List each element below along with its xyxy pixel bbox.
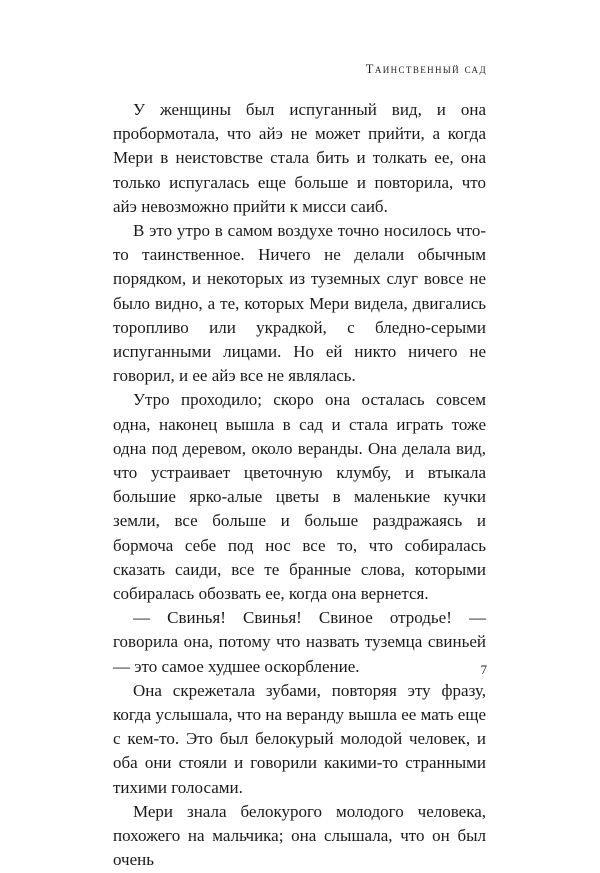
paragraph-dialogue: — Свинья! Свинья! Свиное отродье! — говорила она, потому что назвать туземца свиньей — это самое худшее оскорбление. <box>113 608 486 676</box>
paragraph: В это утро в самом воздухе точно носилось что-то таинственное. Ничего не делали обычным порядком, и некоторых из туземных слуг вовсе не было видно, а те, которых Мери видела, двигались торопливо или украдкой, с бледно-серыми испуганными лицами. Но ей никто ничего не говорил, и ее айэ все не являлась. <box>113 221 486 386</box>
page-number: 7 <box>480 662 487 677</box>
paragraph: Мери знала белокурого молодого человека, похожего на мальчика; она слышала, что он был очень <box>113 801 486 870</box>
running-header: Таинственный сад <box>365 62 487 76</box>
paragraph: Утро проходило; скоро она осталась совсем одна, наконец вышла в сад и стала играть тоже одна под деревом, около веранды. Она делала вид, что устраивает цветочную клумбу, и втыкала большие ярко-алые цветы в маленькие кучки земли, все больше и больше раздражаясь и бормоча себе под нос все то, что собиралась сказать саиди, все те бранные слова, которыми собиралась обозвать ее, когда она вернется. <box>113 390 486 604</box>
paragraph: У женщины был испуганный вид, и она пробормотала, что айэ не может прийти, а когда Мери в неистовстве стала бить и толкать ее, она только испугалась еще больше и повторила, что айэ невозможно прийти к мисси саиб. <box>113 100 486 216</box>
body-text <box>113 98 486 873</box>
paragraph: Она скрежетала зубами, повторяя эту фразу, когда услышала, что на веранду вышла ее мать еще с кем-то. Это был белокурый молодой человек, и оба они стояли и говорили какими-то странными тихими голосами. <box>113 680 486 797</box>
